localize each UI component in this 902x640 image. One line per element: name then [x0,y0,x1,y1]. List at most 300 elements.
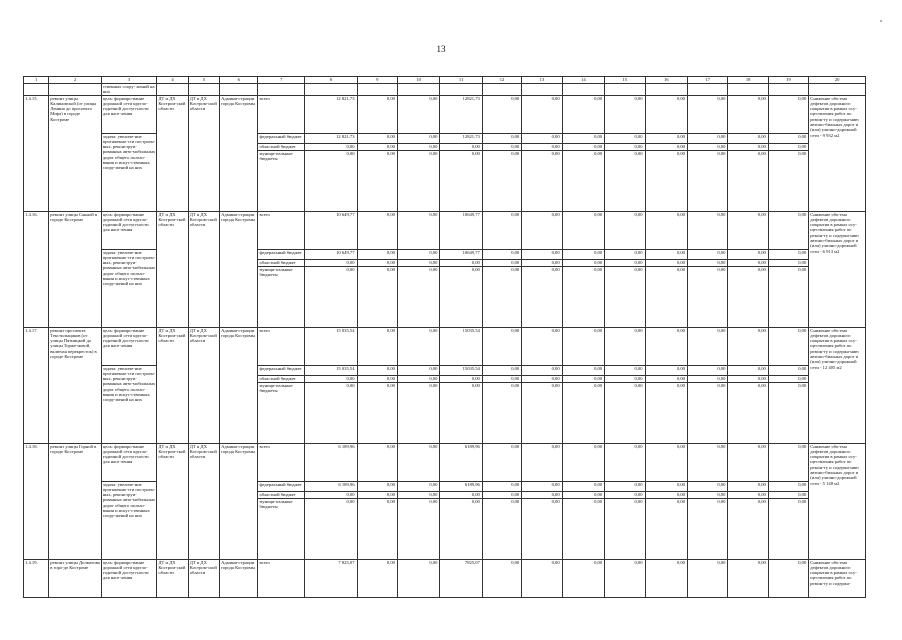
zero-value: 0,00 [440,259,482,266]
task-text: задача: увеличе-ние протяженно-сти построен-ных, реконструи-рованных авто-мобильных дорог общего пользо-вания и искус-ственных соору-жений на них [101,133,157,211]
zero-value: 0,00 [562,266,604,327]
zero-value: 0,00 [645,443,687,481]
zero-value: 0,00 [605,481,645,491]
scan-dot [880,20,882,22]
zero-value: 0,00 [482,143,521,150]
table-cell [522,84,562,96]
contractor: Админи-страции города Костромы [220,211,258,327]
item-id: 1.4.18. [24,443,49,559]
zero-value: 0,00 [397,375,439,382]
amount: 12 821,73 [304,95,357,133]
item-id: 1.4.16. [24,211,49,327]
zero-value: 0,00 [605,559,645,597]
coexecutor: ДТ и ДХ Костром-ской области [188,95,219,211]
zero-value: 0,00 [768,375,808,382]
column-number: 3 [101,77,157,84]
zero-value: 0,00 [605,95,645,133]
amount: 6189,96 [440,443,482,481]
funding-label: федеральный бюджет [258,481,304,491]
zero-value: 0,00 [645,143,687,150]
zero-value: 0,00 [562,150,604,211]
zero-value: 0,00 [397,443,439,481]
zero-value: 0,00 [357,498,397,559]
table-cell [24,84,49,96]
zero-value: 0,00 [768,498,808,559]
zero-value: 0,00 [522,143,562,150]
zero-value: 0,00 [482,133,521,143]
zero-value: 0,00 [397,559,439,597]
zero-value: 0,00 [768,327,808,365]
zero-value: 0,00 [482,375,521,382]
zero-value: 0,00 [522,259,562,266]
zero-value: 0,00 [522,375,562,382]
zero-value: 0,00 [357,375,397,382]
zero-value: 0,00 [397,266,439,327]
table-cell [809,84,866,96]
zero-value: 0,00 [645,133,687,143]
amount: 6 189,96 [304,481,357,491]
zero-value: 0,00 [687,211,727,249]
zero-value: 0,00 [522,365,562,375]
zero-value: 0,00 [482,365,521,375]
zero-value: 0,00 [482,150,521,211]
goal-text: цель: формиро-вание дорожной сети кругло-годичной доступ-ности для насе-ления [101,559,157,597]
contractor: Админи-страции города Костромы [220,327,258,443]
result-text: Снижение объ-ема дефектов дорожного покрытия в рамках осу-ществления работ по ремон-ту и содержа-нию автомо-бильных дорог и (или) улично-дорожной сети - 9 932 м2 [809,95,866,211]
column-number: 12 [482,77,521,84]
zero-value: 0,00 [605,365,645,375]
column-number: 5 [188,77,219,84]
funding-label: всего [258,95,304,133]
zero-value: 0,00 [562,365,604,375]
zero-value: 0,00 [482,266,521,327]
zero-value: 0,00 [687,143,727,150]
funding-label: муници-пальные бюджеты [258,382,304,443]
zero-value: 0,00 [357,481,397,491]
zero-value: 0,00 [645,259,687,266]
zero-value: 0,00 [605,375,645,382]
table-cell [188,84,219,96]
zero-value: 0,00 [687,95,727,133]
zero-value: 0,00 [357,143,397,150]
item-name: ремонт проспекта Текстильщиков (от улицы Пятницкой до улицы Торже-новой, включая перекресток) в городе Костроме [49,327,102,443]
funding-label: всего [258,559,304,597]
amount: 10649,77 [440,211,482,249]
zero-value: 0,00 [605,327,645,365]
zero-value: 0,00 [397,249,439,259]
item-row [24,365,866,375]
zero-value: 0,00 [482,382,521,443]
zero-value: 0,00 [482,491,521,498]
amount: 15035,54 [440,327,482,365]
zero-value: 0,00 [605,259,645,266]
zero-value: 0,00 [522,211,562,249]
funding-label: областной бюджет [258,491,304,498]
zero-value: 0,00 [522,498,562,559]
item-name: ремонт улицы Долматова в горо-де Костроме [49,559,102,597]
zero-value: 0,00 [562,491,604,498]
zero-value: 0,00 [357,211,397,249]
coexecutor: ДТ и ДХ Костром-ской области [188,211,219,327]
zero-value: 0,00 [605,443,645,481]
zero-value: 0,00 [645,327,687,365]
table-cell [157,84,188,96]
result-text: Снижение объ-ема дефектов дорожного покрытия в рамках осу-ществления работ по ремон-ту и содержа- [809,559,866,597]
zero-value: 0,00 [728,249,768,259]
column-number: 20 [809,77,866,84]
zero-value: 0,00 [768,481,808,491]
funding-label: федеральный бюджет [258,249,304,259]
table-cell [49,84,102,96]
goal-text: цель: формиро-вание дорожной сети кругло-годичной доступ-ности для насе-ления [101,443,157,481]
zero-value: 0,00 [645,211,687,249]
zero-value: 0,00 [768,143,808,150]
page-number: 13 [436,44,446,54]
zero-value: 0,00 [605,498,645,559]
zero-value: 0,00 [687,481,727,491]
zero-value: 0,00 [768,133,808,143]
zero-value: 0,00 [522,150,562,211]
zero-value: 0,00 [768,150,808,211]
table-cell [258,84,304,96]
column-number: 7 [258,77,304,84]
zero-value: 0,00 [728,143,768,150]
table-cell [728,84,768,96]
column-number: 10 [397,77,439,84]
zero-value: 0,00 [440,498,482,559]
table-cell [605,84,645,96]
zero-value: 0,00 [605,491,645,498]
funding-label: всего [258,327,304,365]
item-row [24,481,866,491]
zero-value: 0,00 [562,143,604,150]
zero-value: 0,00 [440,143,482,150]
zero-value: 0,00 [397,143,439,150]
task-text: задача: увеличе-ние протяженно-сти построен-ных, реконструи-рованных авто-мобильных дорог общего пользо-вания и искус-ственных соору-жений на них [101,249,157,327]
zero-value: 0,00 [562,481,604,491]
zero-value: 0,00 [687,498,727,559]
zero-value: 0,00 [397,481,439,491]
item-name: ремонт улицы Санной в городе Костроме [49,211,102,327]
zero-value: 0,00 [645,382,687,443]
table-cell [645,84,687,96]
amount: 10 649,77 [304,211,357,249]
zero-value: 0,00 [482,259,521,266]
zero-value: 0,00 [522,382,562,443]
zero-value: 0,00 [768,382,808,443]
funding-label: всего [258,443,304,481]
contractor: Админи-страции города Костромы [220,559,258,597]
zero-value: 0,00 [645,365,687,375]
zero-value: 0,00 [482,211,521,249]
zero-value: 0,00 [562,375,604,382]
funding-label: всего [258,211,304,249]
amount: 10649,77 [440,249,482,259]
zero-value: 0,00 [397,491,439,498]
table-cell [220,84,258,96]
table-cell [687,84,727,96]
zero-value: 0,00 [605,249,645,259]
zero-value: 0,00 [768,266,808,327]
zero-value: 0,00 [728,382,768,443]
program-table [23,76,866,598]
zero-value: 0,00 [728,95,768,133]
zero-value: 0,00 [562,559,604,597]
zero-value: 0,00 [397,211,439,249]
column-number: 2 [49,77,102,84]
amount: 12 821,73 [304,133,357,143]
amount: 10 649,77 [304,249,357,259]
zero-value: 0,00 [304,150,357,211]
zero-value: 0,00 [728,259,768,266]
amount: 7 825,07 [304,559,357,597]
executor: ДТ и ДХ Костром-ской области [157,211,188,327]
zero-value: 0,00 [522,249,562,259]
zero-value: 0,00 [397,498,439,559]
column-number: 14 [562,77,604,84]
zero-value: 0,00 [522,491,562,498]
zero-value: 0,00 [440,491,482,498]
zero-value: 0,00 [482,498,521,559]
zero-value: 0,00 [768,259,808,266]
zero-value: 0,00 [645,249,687,259]
executor: ДТ и ДХ Костром-ской области [157,559,188,597]
column-number: 18 [728,77,768,84]
result-text: Снижение объ-ема дефектов дорожного покрытия в рамках осу-ществления работ по ремон-ту и содержа-нию автомо-бильных дорог и (или) улично-дорожной сети - 5 148 м2 [809,443,866,559]
zero-value: 0,00 [768,365,808,375]
amount: 15 035,54 [304,327,357,365]
continuation-text: ственных соору- жений на них [101,84,157,96]
zero-value: 0,00 [605,266,645,327]
zero-value: 0,00 [687,382,727,443]
coexecutor: ДТ и ДХ Костром-ской области [188,443,219,559]
zero-value: 0,00 [728,266,768,327]
zero-value: 0,00 [687,266,727,327]
column-number: 11 [440,77,482,84]
amount: 15035,54 [440,365,482,375]
zero-value: 0,00 [522,95,562,133]
zero-value: 0,00 [562,95,604,133]
zero-value: 0,00 [728,491,768,498]
amount: 6189,96 [440,481,482,491]
zero-value: 0,00 [562,211,604,249]
zero-value: 0,00 [728,498,768,559]
zero-value: 0,00 [522,481,562,491]
table-cell [482,84,521,96]
item-row [24,211,866,249]
coexecutor: ДТ и ДХ Костром-ской области [188,559,219,597]
funding-label: областной бюджет [258,375,304,382]
zero-value: 0,00 [645,375,687,382]
zero-value: 0,00 [687,559,727,597]
zero-value: 0,00 [768,249,808,259]
item-id: 1.4.17. [24,327,49,443]
goal-text: цель: формиро-вание дорожной сети кругло-годичной доступ-ности для насе-ления [101,95,157,133]
zero-value: 0,00 [522,266,562,327]
coexecutor: ДТ и ДХ Костром-ской области [188,327,219,443]
item-row [24,133,866,143]
zero-value: 0,00 [605,133,645,143]
column-number: 15 [605,77,645,84]
zero-value: 0,00 [687,443,727,481]
zero-value: 0,00 [304,498,357,559]
zero-value: 0,00 [768,443,808,481]
zero-value: 0,00 [304,375,357,382]
zero-value: 0,00 [768,211,808,249]
zero-value: 0,00 [522,133,562,143]
column-number: 6 [220,77,258,84]
zero-value: 0,00 [687,365,727,375]
zero-value: 0,00 [645,95,687,133]
task-text: задача: увеличе-ние протяженно-сти построен-ных, реконструи-рованных авто-мобильных дорог общего пользо-вания и искус-ственных соору-жений на них [101,365,157,443]
zero-value: 0,00 [687,133,727,143]
funding-label: муници-пальные бюджеты [258,150,304,211]
item-row [24,95,866,133]
zero-value: 0,00 [397,327,439,365]
zero-value: 0,00 [522,443,562,481]
zero-value: 0,00 [357,382,397,443]
zero-value: 0,00 [562,443,604,481]
continuation-row [24,84,866,96]
funding-label: муници-пальные бюджеты [258,266,304,327]
executor: ДТ и ДХ Костром-ской области [157,443,188,559]
zero-value: 0,00 [687,327,727,365]
zero-value: 0,00 [645,498,687,559]
item-id: 1.4.15. [24,95,49,211]
column-number: 4 [157,77,188,84]
zero-value: 0,00 [728,375,768,382]
zero-value: 0,00 [357,559,397,597]
zero-value: 0,00 [397,150,439,211]
zero-value: 0,00 [645,559,687,597]
result-text: Снижение объ-ема дефектов дорожного покрытия в рамках осу-ществления работ по ремон-ту и содержа-нию автомо-бильных дорог и (или) улично-дорожной сети - 12 405 м2 [809,327,866,443]
zero-value: 0,00 [440,150,482,211]
goal-text: цель: формиро-вание дорожной сети кругло-годичной доступ-ности для насе-ления [101,327,157,365]
zero-value: 0,00 [687,259,727,266]
zero-value: 0,00 [605,211,645,249]
funding-label: муници-пальные бюджеты [258,498,304,559]
column-number: 1 [24,77,49,84]
zero-value: 0,00 [304,382,357,443]
zero-value: 0,00 [728,327,768,365]
zero-value: 0,00 [482,95,521,133]
table-cell [357,84,397,96]
zero-value: 0,00 [397,95,439,133]
contractor: Админи-страции города Костромы [220,443,258,559]
zero-value: 0,00 [397,382,439,443]
zero-value: 0,00 [768,95,808,133]
item-row [24,327,866,365]
zero-value: 0,00 [482,327,521,365]
item-id: 1.4.19. [24,559,49,597]
amount: 7825,07 [440,559,482,597]
contractor: Админи-страции города Костромы [220,95,258,211]
zero-value: 0,00 [357,443,397,481]
zero-value: 0,00 [728,443,768,481]
zero-value: 0,00 [605,143,645,150]
zero-value: 0,00 [440,382,482,443]
executor: ДТ и ДХ Костром-ской области [157,327,188,443]
goal-text: цель: формиро-вание дорожной сети кругло-годичной доступ-ности для насе-ления [101,211,157,249]
zero-value: 0,00 [768,491,808,498]
column-number: 8 [304,77,357,84]
zero-value: 0,00 [605,382,645,443]
amount: 12821,73 [440,95,482,133]
zero-value: 0,00 [482,249,521,259]
zero-value: 0,00 [645,266,687,327]
amount: 12821,73 [440,133,482,143]
zero-value: 0,00 [357,249,397,259]
zero-value: 0,00 [687,491,727,498]
header-row [24,77,866,84]
zero-value: 0,00 [562,327,604,365]
table-cell [397,84,439,96]
item-name: ремонт улицы Горной в городе Костроме [49,443,102,559]
zero-value: 0,00 [562,249,604,259]
zero-value: 0,00 [397,259,439,266]
program-table-container [23,76,866,636]
zero-value: 0,00 [728,481,768,491]
item-row [24,443,866,481]
funding-label: федеральный бюджет [258,133,304,143]
table-cell [768,84,808,96]
funding-label: областной бюджет [258,143,304,150]
funding-label: областной бюджет [258,259,304,266]
zero-value: 0,00 [357,266,397,327]
executor: ДТ и ДХ Костром-ской области [157,95,188,211]
zero-value: 0,00 [440,375,482,382]
item-row [24,249,866,259]
zero-value: 0,00 [562,498,604,559]
zero-value: 0,00 [357,95,397,133]
zero-value: 0,00 [357,150,397,211]
zero-value: 0,00 [605,150,645,211]
zero-value: 0,00 [482,443,521,481]
zero-value: 0,00 [728,211,768,249]
zero-value: 0,00 [304,143,357,150]
zero-value: 0,00 [728,133,768,143]
zero-value: 0,00 [357,133,397,143]
zero-value: 0,00 [562,382,604,443]
column-number: 13 [522,77,562,84]
zero-value: 0,00 [768,559,808,597]
zero-value: 0,00 [357,491,397,498]
zero-value: 0,00 [562,133,604,143]
table-cell [562,84,604,96]
zero-value: 0,00 [482,481,521,491]
zero-value: 0,00 [440,266,482,327]
zero-value: 0,00 [304,491,357,498]
zero-value: 0,00 [645,491,687,498]
zero-value: 0,00 [562,259,604,266]
zero-value: 0,00 [304,259,357,266]
zero-value: 0,00 [357,365,397,375]
zero-value: 0,00 [687,249,727,259]
zero-value: 0,00 [304,266,357,327]
zero-value: 0,00 [645,481,687,491]
zero-value: 0,00 [728,559,768,597]
amount: 6 189,96 [304,443,357,481]
column-number: 19 [768,77,808,84]
result-text: Снижение объ-ема дефектов дорожного покрытия в рамках осу-ществления работ по ремон-ту и содержа-нию автомо-бильных дорог и (или) улично-дорожной сети - 6 913 м2 [809,211,866,327]
item-row [24,559,866,597]
zero-value: 0,00 [522,559,562,597]
zero-value: 0,00 [645,150,687,211]
zero-value: 0,00 [397,133,439,143]
zero-value: 0,00 [728,365,768,375]
zero-value: 0,00 [397,365,439,375]
column-number: 17 [687,77,727,84]
